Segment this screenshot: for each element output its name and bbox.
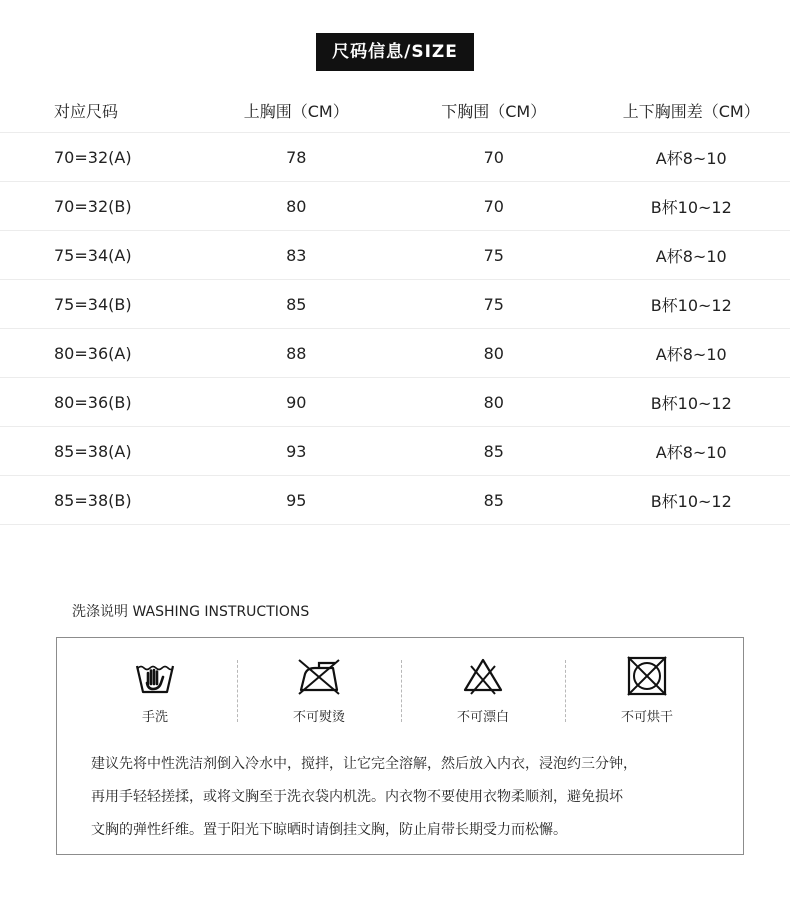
bust-difference-cell: A杯8~10 — [593, 427, 790, 476]
washing-box — [56, 637, 744, 855]
care-item-hand-wash — [73, 652, 237, 732]
size-code-cell: 70=32(B) — [0, 182, 198, 231]
upper-bust-cell: 95 — [198, 476, 396, 525]
size-code-cell: 75=34(B) — [0, 280, 198, 329]
instruction-line: 建议先将中性洗洁剂倒入冷水中，搅拌，让它完全溶解，然后放入内衣，浸泡约三分钟， — [91, 756, 637, 772]
upper-bust-cell: 88 — [198, 329, 396, 378]
care-item-no-bleach — [401, 652, 565, 732]
table-row — [0, 427, 790, 476]
title-wrapper — [0, 33, 790, 71]
no-bleach-label: 不可漂白 — [456, 710, 509, 725]
bust-difference-cell: A杯8~10 — [593, 231, 790, 280]
under-bust-cell: 80 — [395, 329, 593, 378]
size-code-cell: 80=36(B) — [0, 378, 198, 427]
table-row — [0, 280, 790, 329]
table-row — [0, 182, 790, 231]
size-table-header-row — [0, 88, 790, 133]
under-bust-cell: 70 — [395, 133, 593, 182]
size-code-cell: 75=34(A) — [0, 231, 198, 280]
under-bust-cell: 75 — [395, 280, 593, 329]
washing-title: 洗涤说明 WASHING INSTRUCTIONS — [72, 604, 310, 620]
table-row — [0, 231, 790, 280]
care-icons — [73, 652, 729, 732]
under-bust-cell: 85 — [395, 476, 593, 525]
header-size-code: 对应尺码 — [0, 88, 198, 133]
under-bust-cell: 75 — [395, 231, 593, 280]
table-row — [0, 329, 790, 378]
size-title: 尺码信息/SIZE — [316, 33, 474, 71]
instruction-line: 再用手轻轻搓揉，或将文胸至于洗衣袋内机洗。内衣物不要使用衣物柔顺剂，避免损坏 — [91, 789, 623, 805]
table-row — [0, 378, 790, 427]
upper-bust-cell: 93 — [198, 427, 396, 476]
washing-instructions-text — [91, 748, 721, 847]
bust-difference-cell: A杯8~10 — [593, 133, 790, 182]
hand-wash-label: 手洗 — [141, 710, 168, 725]
care-item-no-tumble-dry — [565, 652, 729, 732]
care-item-no-iron — [237, 652, 401, 732]
upper-bust-cell: 83 — [198, 231, 396, 280]
table-row — [0, 476, 790, 525]
header-under-bust: 下胸围（CM） — [395, 88, 593, 133]
header-bust-difference: 上下胸围差（CM） — [593, 88, 790, 133]
no-tumble-dry-label: 不可烘干 — [620, 710, 673, 725]
bust-difference-cell: B杯10~12 — [593, 378, 790, 427]
bust-difference-cell: B杯10~12 — [593, 476, 790, 525]
no-iron-icon — [297, 654, 341, 698]
no-tumble-dry-icon — [625, 654, 669, 698]
upper-bust-cell: 85 — [198, 280, 396, 329]
under-bust-cell: 80 — [395, 378, 593, 427]
upper-bust-cell: 90 — [198, 378, 396, 427]
table-row — [0, 133, 790, 182]
bust-difference-cell: B杯10~12 — [593, 182, 790, 231]
under-bust-cell: 70 — [395, 182, 593, 231]
no-iron-label: 不可熨烫 — [292, 710, 345, 725]
no-bleach-icon — [461, 654, 505, 698]
under-bust-cell: 85 — [395, 427, 593, 476]
upper-bust-cell: 80 — [198, 182, 396, 231]
size-code-cell: 70=32(A) — [0, 133, 198, 182]
size-table — [0, 88, 790, 525]
size-code-cell: 85=38(B) — [0, 476, 198, 525]
hand-wash-icon — [133, 654, 177, 698]
bust-difference-cell: B杯10~12 — [593, 280, 790, 329]
upper-bust-cell: 78 — [198, 133, 396, 182]
header-upper-bust: 上胸围（CM） — [198, 88, 396, 133]
size-code-cell: 85=38(A) — [0, 427, 198, 476]
size-code-cell: 80=36(A) — [0, 329, 198, 378]
bust-difference-cell: A杯8~10 — [593, 329, 790, 378]
instruction-line: 文胸的弹性纤维。置于阳光下晾晒时请倒挂文胸，防止肩带长期受力而松懈。 — [91, 822, 567, 838]
